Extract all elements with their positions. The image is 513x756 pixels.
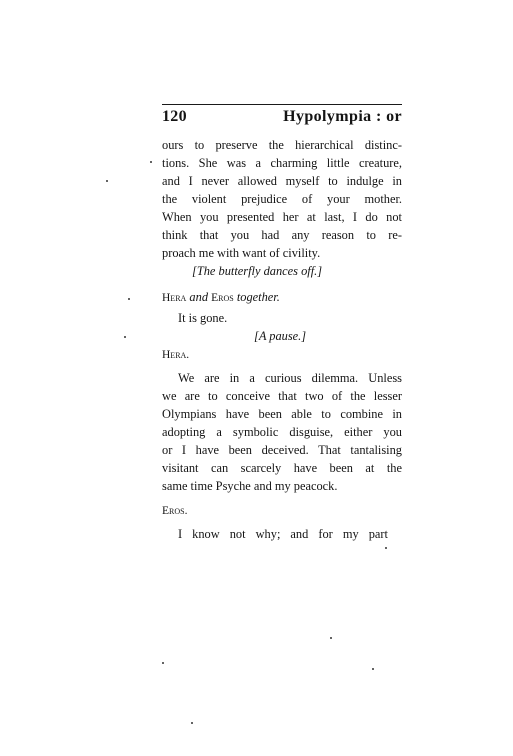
scan-speck — [162, 662, 164, 664]
text-line: I know not why; and for my part — [178, 527, 388, 541]
text-line: we are to conceive that two of the lesser — [162, 389, 402, 403]
scan-speck — [124, 336, 126, 338]
speaker-heading: Eros. — [162, 505, 188, 517]
text-line: think that you had any reason to re- — [162, 228, 402, 242]
stage-direction: [The butterfly dances off.] — [192, 264, 323, 278]
text-line: proach me with want of civility. — [162, 246, 321, 260]
page-number: 120 — [162, 108, 187, 125]
speaker-direction: together. — [236, 290, 280, 304]
text-line: adopting a symbolic disguise, either you — [162, 425, 402, 439]
text-line: the violent prejudice of your mother. — [162, 192, 402, 206]
speaker-heading — [162, 291, 280, 305]
scan-speck — [372, 668, 374, 670]
text-line: tions. She was a charming little creature, — [162, 156, 402, 170]
text-line: We are in a curious dilemma. Unless — [178, 371, 402, 385]
stage-direction: [A pause.] — [254, 329, 307, 343]
scan-speck — [150, 161, 152, 163]
text-line: same time Psyche and my peacock. — [162, 479, 338, 493]
text-line: ours to preserve the hierarchical distinc- — [162, 138, 402, 152]
scan-speck — [106, 180, 108, 182]
scan-speck — [330, 637, 332, 639]
scan-speck — [128, 298, 130, 300]
text-line: It is gone. — [178, 311, 228, 325]
text-line: visitant can scarcely have been at the — [162, 461, 402, 475]
speaker-name: Eros — [211, 292, 234, 304]
running-head: Hypolympia : or — [283, 108, 402, 125]
scan-speck — [191, 722, 193, 724]
text-line: or I have been deceived. That tantalising — [162, 443, 402, 457]
text-line: Olympians have been able to combine in — [162, 407, 402, 421]
page-header — [162, 104, 402, 127]
speaker-heading: Hera. — [162, 349, 190, 361]
scan-speck — [385, 547, 387, 549]
speaker-name: Hera — [162, 292, 187, 304]
text-line: and I never allowed myself to indulge in — [162, 174, 402, 188]
speaker-conjunction: and — [189, 290, 209, 304]
text-line: When you presented her at last, I do not — [162, 210, 402, 224]
